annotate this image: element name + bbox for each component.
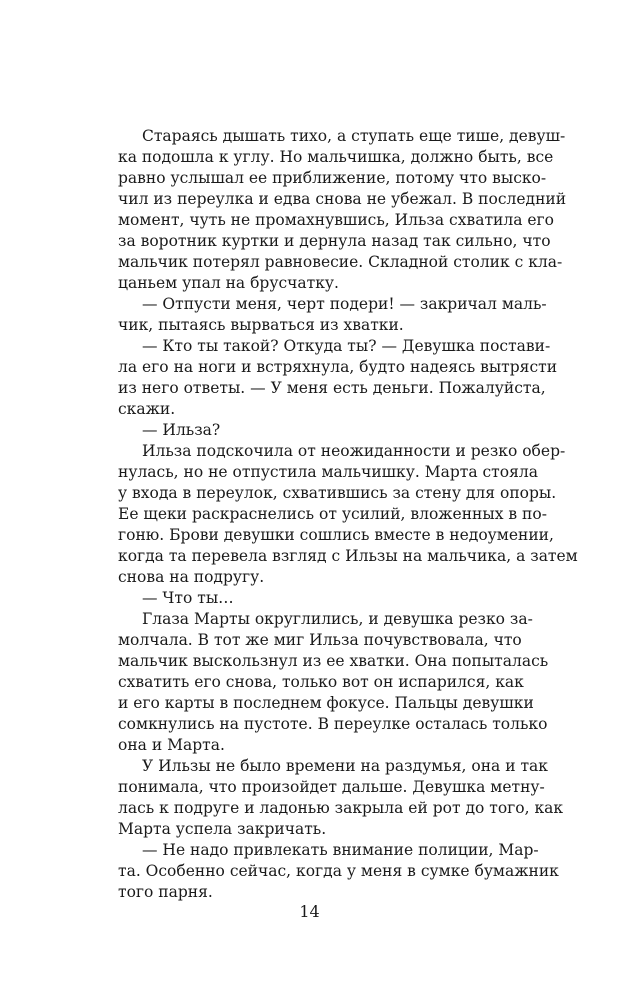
text-line: — Ильза?: [142, 421, 221, 439]
text-line: лась к подруге и ладонью закрыла ей рот до того, как: [118, 799, 564, 817]
paragraph: [118, 840, 559, 903]
text-line: чик, пытаясь вырваться из хватки.: [118, 316, 404, 334]
text-line: та. Особенно сейчас, когда у меня в сумке бумажник: [118, 862, 559, 880]
text-line: скажи.: [118, 400, 176, 418]
text-line: сомкнулись на пустоте. В переулке осталась только: [118, 715, 548, 733]
text-line: Ее щеки раскраснелись от усилий, вложенных в по-: [118, 505, 547, 523]
text-line: и его карты в последнем фокусе. Пальцы девушки: [118, 694, 534, 712]
text-line: мальчик выскользнул из ее хватки. Она попыталась: [118, 652, 549, 670]
text-line: Стараясь дышать тихо, а ступать еще тише, девуш-: [142, 127, 566, 145]
text-line: Ильза подскочила от неожиданности и резко обер-: [142, 442, 566, 460]
text-line: у входа в переулок, схватившись за стену для опоры.: [118, 484, 557, 502]
text-line: — Кто ты такой? Откуда ты? — Девушка постави-: [142, 337, 551, 355]
text-line: из него ответы. — У меня есть деньги. Пожалуйста,: [118, 379, 546, 397]
paragraph: [118, 420, 502, 441]
text-line: Глаза Марты округлились, и девушка резко за-: [142, 610, 533, 628]
text-line: она и Марта.: [118, 736, 225, 754]
text-line: молчала. В тот же миг Ильза почувствовала, что: [118, 631, 522, 649]
text-line: за воротник куртки и дернула назад так сильно, что: [118, 232, 551, 250]
text-line: понимала, что произойдет дальше. Девушка метну-: [118, 778, 545, 796]
text-line: ла его на ноги и встряхнула, будто надеясь вытрясти: [118, 358, 558, 376]
text-line: — Отпусти меня, черт подери! — закричал маль-: [142, 295, 547, 313]
text-line: снова на подругу.: [118, 568, 265, 586]
text-line: ка подошла к углу. Но мальчишка, должно быть, все: [118, 148, 554, 166]
page-number: 14: [299, 902, 320, 921]
text-line: Марта успела закричать.: [118, 820, 327, 838]
page-body: [118, 126, 578, 903]
text-line: момент, чуть не промахнувшись, Ильза схватила его: [118, 211, 554, 229]
paragraph: [118, 588, 502, 609]
paragraph: [118, 294, 547, 336]
text-line: нулась, но не отпустила мальчишку. Марта стояла: [118, 463, 538, 481]
paragraph: [118, 336, 558, 420]
paragraph: [118, 126, 567, 294]
text-line: когда та перевела взгляд с Ильзы на мальчика, а затем: [118, 547, 578, 565]
text-line: гоню. Брови девушки сошлись вместе в недоумении,: [118, 526, 554, 544]
text-line: цаньем упал на брусчатку.: [118, 274, 339, 292]
paragraph: [118, 756, 564, 840]
paragraph: [118, 609, 549, 756]
text-line: — Не надо привлекать внимание полиции, Мар-: [142, 841, 539, 859]
text-line: схватить его снова, только вот он испарился, как: [118, 673, 524, 691]
text-line: чил из переулка и едва снова не убежал. В последний: [118, 190, 567, 208]
text-line: мальчик потерял равновесие. Складной столик с кла-: [118, 253, 563, 271]
paragraph: [118, 441, 578, 588]
text-line: У Ильзы не было времени на раздумья, она и так: [142, 757, 548, 775]
text-line: того парня.: [118, 883, 213, 901]
text-line: равно услышал ее приближение, потому что выско-: [118, 169, 547, 187]
text-line: — Что ты…: [142, 589, 234, 607]
